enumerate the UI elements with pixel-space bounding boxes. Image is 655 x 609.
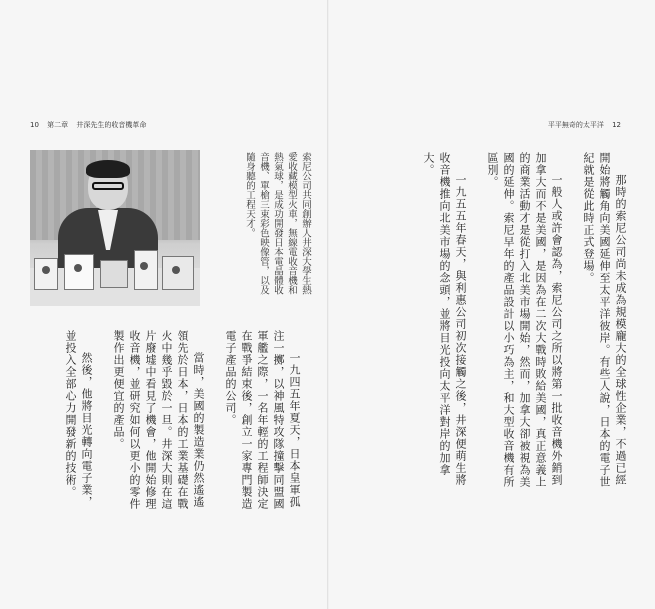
left-page-number: 10 xyxy=(30,121,39,129)
photo-figure-hair xyxy=(86,160,130,178)
right-page-header xyxy=(548,120,627,130)
left-running-title: 井深先生的收音機革命 xyxy=(76,121,147,129)
left-page-body xyxy=(30,330,302,510)
right-paragraph: 一般人或許會認為，索尼公司之所以將第一批收音機外銷到加拿大而不是美國，是因為在二次大戰時敗給美國，真正意義上的商業活動才是從打入北美市場開始，然而，加拿大卻被視為美國的延伸。索尼早年的產品設計以小巧為主，和大型收音機有所區別。 xyxy=(486,152,563,488)
right-running-title: 平平無奇的太平洋 xyxy=(547,121,604,129)
photo-radio xyxy=(100,260,128,288)
right-paragraph: 那時的索尼公司尚未成為規模龐大的全球性企業，不過已經開始將觸角向美國延伸至太平洋彼岸。有些人說，日本的電子世紀就是從此時正式登場。 xyxy=(582,152,627,488)
left-paragraph: 然後，他將目光轉向電子業，並投入全部心力開發新的技術。 xyxy=(64,330,93,508)
photo-radio xyxy=(134,250,158,290)
right-paragraph: 一九五五年春天，與利惠公司初次接觸之後，井深便萌生將收音機推向北美市場的念頭，並將目光投向太平洋對岸的加拿大。 xyxy=(422,152,467,486)
photo-radio xyxy=(34,258,58,290)
photo-radio-dial xyxy=(172,266,180,274)
photo-figure-glasses xyxy=(92,182,124,190)
right-page-number: 12 xyxy=(612,121,621,129)
left-page-header xyxy=(30,120,152,130)
right-page-body xyxy=(342,152,628,492)
photo-radio-dial xyxy=(42,266,50,274)
left-chapter-label: 第二章 xyxy=(47,121,69,129)
photo-caption: 索尼公司共同創辦人井深大學生熱愛收藏模型火車，無線電收音機和熱氣球，是成功開發日本電晶體收音機、單槍三束彩色映像管，以及隨身聽的工程天才。 xyxy=(244,152,311,295)
photo-radio xyxy=(64,254,94,290)
photo-radio-dial xyxy=(74,264,82,272)
photo-radio-dial xyxy=(140,262,148,270)
founder-photo xyxy=(30,150,200,306)
left-paragraph: 一九四五年夏天，日本皇軍孤注一擲，以神風特攻隊撞擊同盟國軍艦之際，一名年輕的工程師決定在戰爭結束後，創立一家專門製造電子產品的公司。 xyxy=(224,330,301,510)
left-paragraph: 當時，美國的製造業仍然遙遙領先於日本，日本的工業基礎在戰火中幾乎毀於一旦。井深大則在這片廢墟中看見了機會，他開始修理收音機，並研究如何以更小的零件製作出更便宜的產品。 xyxy=(112,330,205,510)
page-gutter xyxy=(327,0,329,609)
